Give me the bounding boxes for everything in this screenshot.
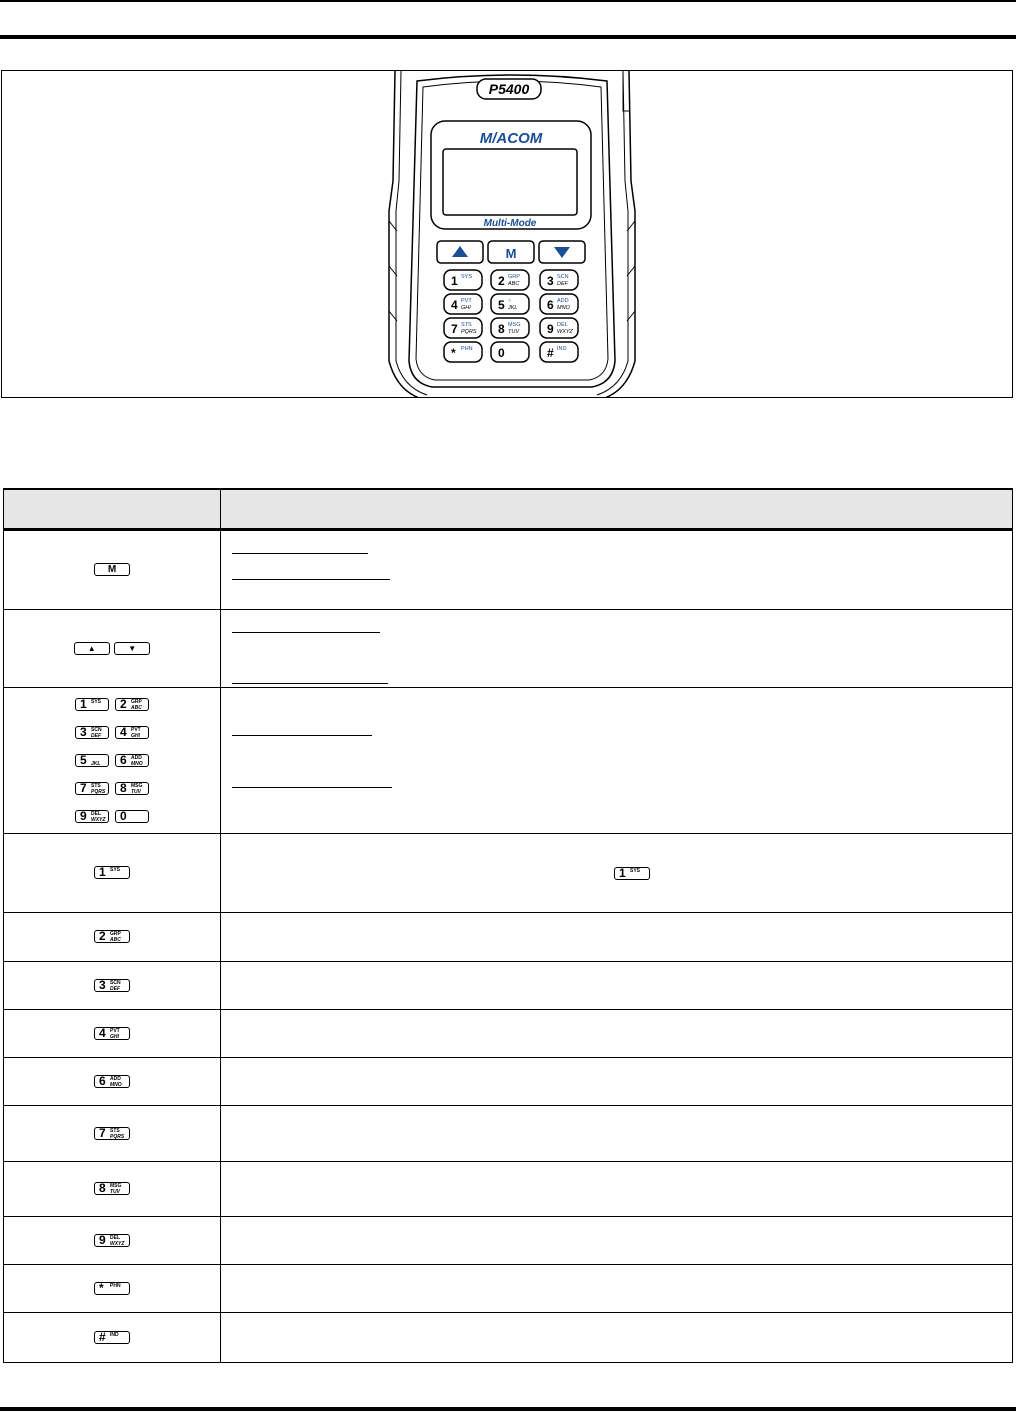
radio-key-number: 1 (451, 274, 458, 288)
radio-key-lower-label: JKL (508, 305, 518, 311)
description-cell (221, 1162, 1013, 1217)
key-cell (4, 1058, 221, 1106)
radio-keypad-key (540, 342, 578, 362)
description-cell (221, 913, 1013, 962)
description-cell (221, 688, 1013, 834)
radio-key-lower-label: WXYZ (557, 329, 573, 335)
radio-key-upper-label: IND (557, 346, 567, 352)
description-cell (221, 610, 1013, 688)
key-1-icon: 1 SYS (75, 698, 109, 711)
key-4-icon: 4 PVT GHI (115, 726, 149, 739)
radio-keypad-key (491, 318, 529, 338)
radio-key-number: * (451, 346, 456, 360)
radio-keypad-key (540, 270, 578, 290)
key-cell (4, 610, 221, 688)
radio-key-number: 4 (451, 298, 458, 312)
description-cell (221, 1265, 1013, 1313)
radio-m-key: M (505, 246, 517, 261)
description-cell (221, 1010, 1013, 1058)
key-7-icon: 7 STS PQRS (75, 782, 109, 795)
radio-key-upper-label: ○ (508, 298, 512, 304)
radio-keypad-key (444, 318, 482, 338)
key-2-icon: 2 GRP ABC (115, 698, 149, 711)
table-row (4, 1106, 1013, 1162)
key-1-icon: 1 SYS (94, 866, 130, 879)
description-cell (221, 530, 1013, 610)
key-cell (4, 1217, 221, 1265)
radio-key-number: 2 (498, 274, 505, 288)
key-cell (4, 1313, 221, 1363)
radio-key-number: 7 (451, 322, 458, 336)
radio-key-upper-label: MSG (508, 322, 521, 328)
radio-keypad-key (444, 342, 482, 362)
description-cell (221, 1106, 1013, 1162)
key-1-inline-icon: 1 SYS (614, 867, 650, 880)
key-0-icon: 0 (115, 810, 149, 823)
key-2-icon: 2 GRP ABC (94, 930, 130, 943)
key-6-icon: 6 ADD MNO (94, 1075, 130, 1088)
key-3-icon: 3 SCN DEF (94, 979, 130, 992)
table-row (4, 1010, 1013, 1058)
key-9-icon: 9 DEL WXYZ (94, 1234, 130, 1247)
key-star-icon: * PHN (94, 1282, 130, 1295)
radio-key-number: 0 (498, 346, 505, 360)
table-row (4, 1058, 1013, 1106)
up-key-icon: ▲ (74, 642, 110, 655)
table-row (4, 834, 1013, 913)
table-row (4, 1313, 1013, 1363)
key-3-icon: 3 SCN DEF (75, 726, 109, 739)
header-key-cell (4, 489, 221, 530)
radio-key-upper-label: SCN (557, 274, 569, 280)
header-rule-thin (0, 0, 1016, 2)
radio-key-upper-label: PHN (461, 346, 473, 352)
table-row (4, 1217, 1013, 1265)
key-cell (4, 1162, 221, 1217)
radio-illustration (387, 71, 637, 398)
radio-keypad-key (491, 270, 529, 290)
underline-rule (232, 553, 368, 554)
radio-key-number: # (547, 346, 554, 360)
key-cell (4, 1106, 221, 1162)
underline-rule (232, 735, 372, 736)
key-cell (4, 1010, 221, 1058)
key-cell (4, 913, 221, 962)
radio-key-number: 3 (547, 274, 554, 288)
model-label: P5400 (488, 81, 530, 97)
radio-key-lower-label: MNO (557, 305, 570, 311)
description-cell (221, 1217, 1013, 1265)
key-5-icon: 5 JKL (75, 754, 109, 767)
brand-logo: M/ACOM (479, 130, 543, 147)
key-cell (4, 962, 221, 1010)
display-screen (443, 149, 577, 215)
header-rule-thick (0, 35, 1016, 39)
table-row (4, 962, 1013, 1010)
key-8-icon: 8 MSG TUV (115, 782, 149, 795)
key-4-icon: 4 PVT GHI (94, 1027, 130, 1040)
radio-keypad-key (444, 294, 482, 314)
radio-key-number: 9 (547, 322, 554, 336)
table-row (4, 1265, 1013, 1313)
down-key-icon: ▼ (114, 642, 150, 655)
radio-key-lower-label: ABC (508, 281, 520, 287)
number-keys-group (75, 692, 149, 829)
key-8-icon: 8 MSG TUV (94, 1182, 130, 1195)
radio-key-number: 8 (498, 322, 505, 336)
radio-key-upper-label: GRP (508, 274, 520, 280)
header-function-cell (221, 489, 1013, 530)
table-row (4, 688, 1013, 834)
mode-label: Multi-Mode (483, 218, 537, 229)
key-7-icon: 7 STS PQRS (94, 1127, 130, 1140)
underline-rule (232, 579, 390, 580)
radio-keypad-key (444, 270, 482, 290)
description-cell (221, 962, 1013, 1010)
m-key-icon: M (94, 563, 130, 576)
radio-keypad-key (491, 294, 529, 314)
radio-key-upper-label: DEL (557, 322, 568, 328)
key-6-icon: 6 ADD MNO (115, 754, 149, 767)
footer-rule-thick (0, 1407, 1016, 1411)
radio-key-upper-label: SYS (461, 274, 473, 280)
radio-key-number: 6 (547, 298, 554, 312)
radio-keypad-key (540, 294, 578, 314)
radio-keypad-key (491, 342, 529, 362)
radio-figure (1, 70, 1013, 398)
table-row (4, 913, 1013, 962)
radio-key-lower-label: GHI (461, 305, 471, 311)
table-header-row (4, 489, 1013, 530)
radio-key-lower-label: TUV (508, 329, 519, 335)
key-cell (4, 1265, 221, 1313)
radio-key-lower-label: PQRS (461, 329, 477, 335)
underline-rule (232, 632, 380, 633)
key-cell (4, 530, 221, 610)
radio-keypad-key (540, 318, 578, 338)
description-cell (221, 1058, 1013, 1106)
key-function-table (3, 488, 1013, 1363)
radio-key-upper-label: STS (461, 322, 472, 328)
radio-key-upper-label: PVT (461, 298, 472, 304)
radio-key-upper-label: ADD (557, 298, 569, 304)
underline-rule (232, 787, 392, 788)
key-hash-icon: # IND (94, 1331, 130, 1344)
key-cell (4, 834, 221, 913)
description-cell (221, 1313, 1013, 1363)
key-cell (4, 688, 221, 834)
table-row (4, 530, 1013, 610)
table-row (4, 610, 1013, 688)
table-row (4, 1162, 1013, 1217)
radio-key-number: 5 (498, 298, 505, 312)
key-9-icon: 9 DEL WXYZ (75, 810, 109, 823)
radio-key-lower-label: DEF (557, 281, 568, 287)
description-cell (221, 834, 1013, 913)
underline-rule (232, 683, 388, 684)
